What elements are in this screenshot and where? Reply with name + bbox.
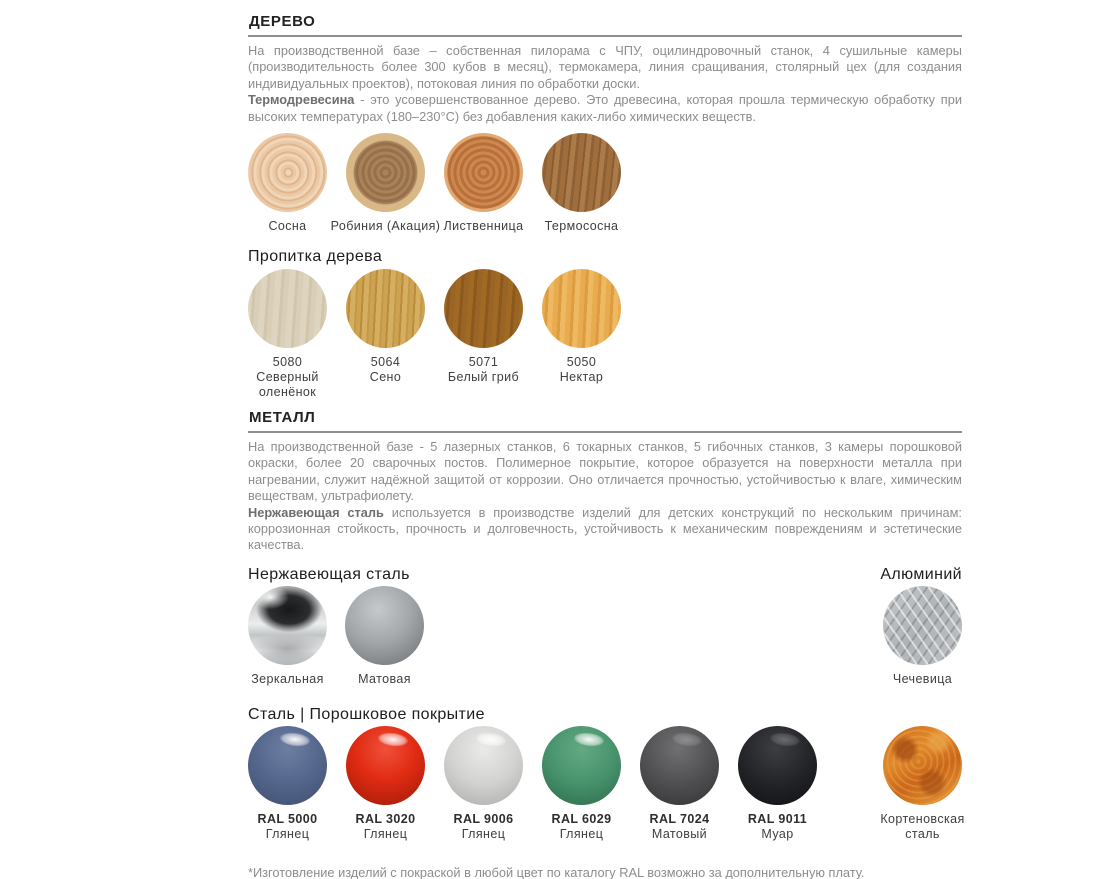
stainless-header-row (248, 566, 962, 584)
swatch-corten-steel (880, 726, 965, 842)
larch-wood-sample-image (444, 133, 523, 212)
ral-code: RAL 3020 (355, 811, 416, 826)
ral-finish: Глянец (265, 826, 310, 841)
wood-intro-text: На производственной базе – собственная пилорама с ЧПУ, оцилиндровочный станок, 4 сушильные камеры (производительность более 300 кубов в месяц), термокамера, линия сращивания, столярный цех (для создания индивидуальных проектов), потоковая линия по обработки доски. (248, 43, 962, 91)
ral-finish: Глянец (461, 826, 506, 841)
swatch-5071 (444, 269, 523, 385)
swatch-label (871, 812, 975, 842)
ral-5000-sample-image (248, 726, 327, 805)
metal-intro-text: На производственной базе - 5 лазерных станков, 6 токарных станков, 5 гибочных станков, 3 камеры порошковой окраски, более 20 сварочных постов. Полимерное покрытие, которое образуется на поверхности металла при нагревании, служит надёжной защитой от коррозии. Оно отличается прочностью, устойчивостью к влаге, химическим веществам, ультрафиолету. (248, 439, 962, 504)
stainless-title: Нержавеющая сталь (248, 565, 410, 583)
metal-stainless-term: Нержавеющая сталь (248, 504, 384, 520)
swatch-ral-3020 (346, 726, 425, 842)
ral-pricing-note: *Изготовление изделий с покраской в любой цвет по каталогу RAL возможно за дополнительную плату. (248, 864, 865, 879)
page-content (248, 0, 965, 879)
swatch-label (236, 355, 340, 400)
impregnation-5064-sample-image (346, 269, 425, 348)
impregnation-name: Нектар (559, 370, 604, 385)
pine-wood-sample-image (248, 133, 327, 212)
wood-section-title: ДЕРЕВО (248, 13, 962, 37)
ral-9011-sample-image (738, 726, 817, 805)
ral-code: RAL 7024 (649, 811, 710, 826)
wood-thermo-paragraph (248, 92, 962, 125)
thermopine-wood-sample-image (542, 133, 621, 212)
swatch-label: Зеркальная (251, 671, 324, 686)
swatch-5064 (346, 269, 425, 385)
swatch-label: Сосна (268, 219, 307, 234)
wood-species-row (248, 133, 962, 234)
metal-stainless-paragraph (248, 505, 962, 554)
ral-code: RAL 6029 (551, 811, 612, 826)
swatch-ral-6029 (542, 726, 621, 842)
swatch-larch (444, 133, 523, 234)
swatch-label (356, 812, 416, 842)
impregnation-row (248, 269, 962, 400)
aluminum-title: Алюминий (880, 565, 962, 583)
ral-code: RAL 9006 (453, 811, 514, 826)
swatch-robinia (330, 133, 441, 234)
impregnation-name: Северный оленёнок (256, 370, 319, 400)
swatch-5080 (248, 269, 327, 400)
matte-steel-sample-image (345, 586, 424, 665)
ral-code: RAL 9011 (747, 811, 808, 826)
swatch-label (454, 812, 514, 842)
corten-steel-sample-image (883, 726, 962, 805)
powder-coating-row (248, 726, 965, 842)
metal-intro-paragraph (248, 439, 962, 505)
swatch-label: Термососна (544, 219, 619, 234)
wood-intro-paragraph (248, 43, 962, 92)
impregnation-title: Пропитка дерева (248, 248, 383, 266)
ral-finish: Муар (761, 826, 794, 841)
powder-coating-title: Сталь | Порошковое покрытие (248, 705, 485, 723)
aluminum-lentil-sample-image (883, 586, 962, 665)
impregnation-name: Белый гриб (447, 370, 520, 385)
swatch-label (258, 812, 318, 842)
ral-7024-sample-image (640, 726, 719, 805)
mirror-steel-sample-image (248, 586, 327, 665)
swatch-label (334, 355, 438, 385)
ral-6029-sample-image (542, 726, 621, 805)
wood-thermo-term: Термодревесина (248, 92, 355, 108)
robinia-wood-sample-image (346, 133, 425, 212)
impregnation-5080-sample-image (248, 269, 327, 348)
swatch-label (748, 812, 807, 842)
ral-finish: Глянец (559, 826, 604, 841)
swatch-label: Чечевица (892, 671, 953, 686)
ral-finish: Матовый (651, 826, 708, 841)
swatch-label (530, 355, 634, 385)
swatch-5050 (542, 269, 621, 385)
impregnation-code: 5064 (370, 355, 401, 370)
impregnation-name: Сено (369, 370, 402, 385)
swatch-label (650, 812, 710, 842)
swatch-ral-5000 (248, 726, 327, 842)
swatch-label: Робиния (Акация) (330, 219, 441, 234)
impregnation-5050-sample-image (542, 269, 621, 348)
impregnation-code: 5080 (272, 355, 303, 370)
ral-finish: Глянец (363, 826, 408, 841)
ral-code: RAL 5000 (257, 811, 318, 826)
swatch-label: Лиственница (443, 219, 524, 234)
swatch-label (432, 355, 536, 385)
stainless-row (248, 586, 962, 687)
ral-9006-sample-image (444, 726, 523, 805)
swatch-pine (248, 133, 327, 234)
swatch-mirror-steel (248, 586, 327, 687)
metal-section-title: МЕТАЛЛ (248, 409, 962, 433)
swatch-ral-9006 (444, 726, 523, 842)
impregnation-code: 5071 (468, 355, 499, 370)
metal-stainless-text: используется в производстве изделий для детских конструкций по нескольким причинам: коррозионная стойкость, прочность и долговечность, устойчивость к механическим повреждениям и эстетические качества. (248, 504, 962, 553)
swatch-label (552, 812, 612, 842)
impregnation-code: 5050 (566, 355, 597, 370)
swatch-matte-steel (345, 586, 424, 687)
corten-name: Кортеновская сталь (880, 811, 965, 841)
swatch-ral-7024 (640, 726, 719, 842)
swatch-ral-9011 (738, 726, 817, 842)
swatch-aluminum-lentil (883, 586, 962, 687)
swatch-thermopine (542, 133, 621, 234)
wood-thermo-text: - это усовершенствованное дерево. Это древесина, которая прошла термическую обработку при высоких температурах (180–230°С) без добавления каких-либо химических веществ. (248, 92, 962, 124)
impregnation-5071-sample-image (444, 269, 523, 348)
ral-3020-sample-image (346, 726, 425, 805)
swatch-label: Матовая (358, 671, 411, 686)
